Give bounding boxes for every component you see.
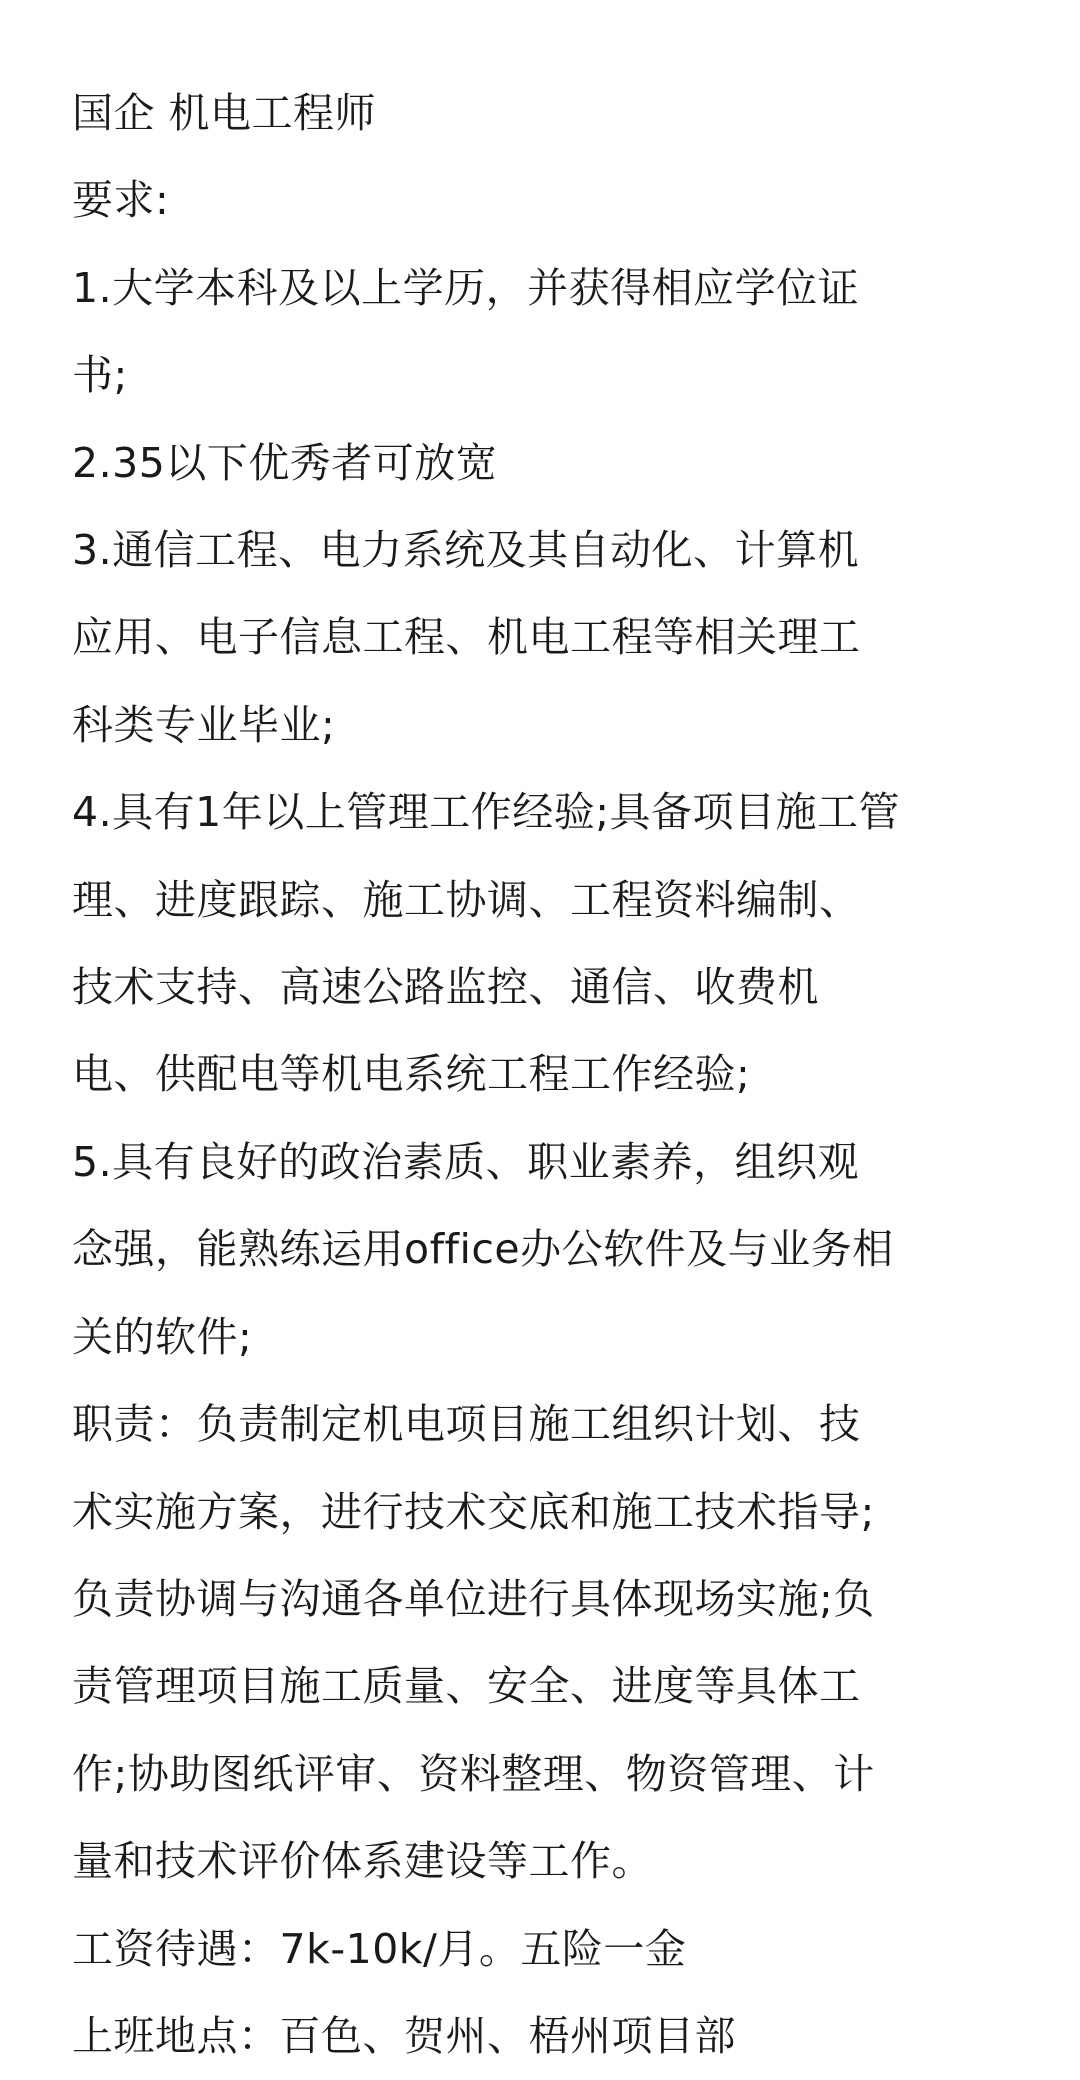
requirement-1-line-2: 书;: [72, 351, 128, 400]
duties-line-1: 职责：负责制定机电项目施工组织计划、技: [72, 1400, 861, 1449]
duties-line-3: 负责协调与沟通各单位进行具体现场实施;负: [72, 1574, 875, 1623]
requirement-5-line-3: 关的软件;: [72, 1312, 253, 1361]
requirement-5-line-1: 5.具有良好的政治素质、职业素养，组织观: [72, 1137, 860, 1186]
requirement-2: 2.35以下优秀者可放宽: [72, 438, 498, 487]
requirement-4-line-1: 4.具有1年以上管理工作经验;具备项目施工管: [72, 788, 901, 837]
post-title: 国企 机电工程师: [72, 89, 377, 137]
work-location: 上班地点：百色、贺州、梧州项目部: [72, 2011, 736, 2060]
requirement-4-line-2: 理、进度跟踪、施工协调、工程资料编制、: [72, 875, 861, 924]
job-post-text: [72, 70, 1012, 2080]
requirement-3-line-2: 应用、电子信息工程、机电工程等相关理工: [72, 613, 861, 662]
requirement-4-line-4: 电、供配电等机电系统工程工作经验;: [72, 1050, 751, 1099]
requirement-3-line-1: 3.通信工程、电力系统及其自动化、计算机: [72, 526, 860, 575]
requirement-4-line-3: 技术支持、高速公路监控、通信、收费机: [72, 963, 819, 1012]
requirement-5-line-2: 念强，能熟练运用office办公软件及与业务相: [72, 1225, 894, 1274]
duties-line-4: 责管理项目施工质量、安全、进度等具体工: [72, 1662, 861, 1711]
duties-line-6: 量和技术评价体系建设等工作。: [72, 1837, 653, 1886]
requirements-heading: 要求:: [72, 176, 170, 225]
salary-benefits: 工资待遇：7k-10k/月。五险一金: [72, 1924, 687, 1973]
requirement-3-line-3: 科类专业毕业;: [72, 700, 336, 749]
duties-line-2: 术实施方案，进行技术交底和施工技术指导;: [72, 1487, 875, 1536]
requirement-1-line-1: 1.大学本科及以上学历，并获得相应学位证: [72, 263, 860, 312]
duties-line-5: 作;协助图纸评审、资料整理、物资管理、计: [72, 1749, 875, 1798]
